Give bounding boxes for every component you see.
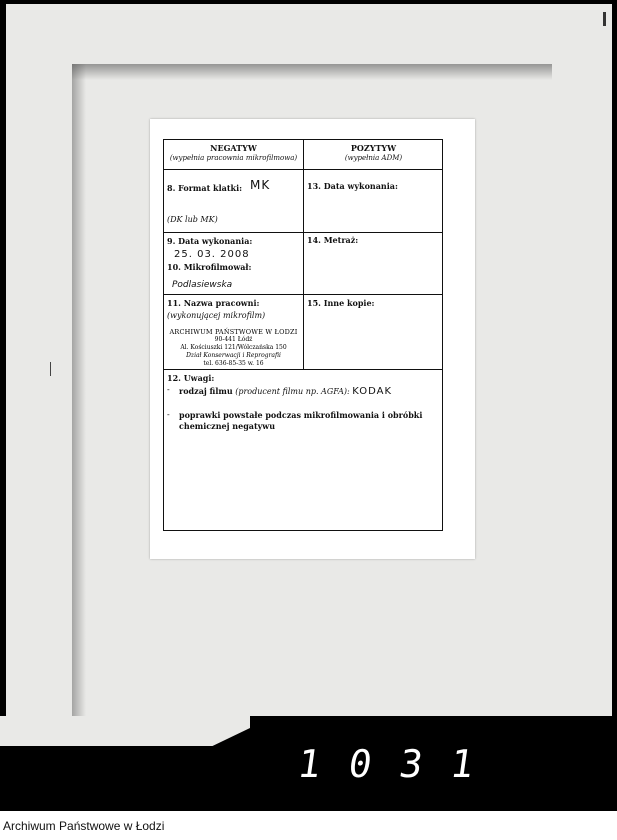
negatyw-subtitle: (wypełnia pracownia mikrofilmowa) [169,154,298,162]
field-8-hint: (DK lub MK) [167,215,218,224]
field-11-label: 11. Nazwa pracowni: [167,298,260,308]
footer-credit: Archiwum Państwowe w Łodzi [3,819,165,833]
field-14-label: 14. Metraż: [307,235,359,245]
form-sheet [150,119,475,559]
frame-number: 1031 [294,742,505,786]
stain-top [72,64,552,80]
negatyw-title: NEGATYW [210,143,257,153]
field-9-label: 9. Data wykonania: [167,236,253,246]
note-2-line-1: poprawki powstałe podczas mikrofilmowania i obróbki [179,410,423,420]
note-2-bullet: - [167,410,170,419]
field-13-label: 13. Data wykonania: [307,181,398,191]
field-10-value: Podlasiewska [172,280,233,290]
pozytyw-subtitle: (wypełnia ADM) [344,154,403,162]
field-9-value: 25. 03. 2008 [174,249,250,260]
field-12-label: 12. Uwagi: [167,373,215,383]
edge-mark [603,12,606,26]
form-table [163,139,443,531]
field-8-label: 8. Format klatki: [167,183,243,193]
field-15-label: 15. Inne kopie: [307,298,375,308]
institution-stamp: ARCHIWUM PAŃSTWOWE W ŁODZI 90-441 Łódź Al. Kościuszki 121/Wólczańska 150 Dział Konserwacji i Reprografii tel. 636-85-35 w. 16 [169,328,298,367]
field-11-sublabel: (wykonującej mikrofilm) [167,311,266,320]
footer [0,811,617,840]
stain-left [72,64,86,764]
pozytyw-title: POZYTYW [350,143,397,153]
field-10-label: 10. Mikrofilmował: [167,262,252,272]
field-8-value: MK [250,178,271,192]
note-1: rodzaj filmu (producent filmu np. AGFA): KODAK [179,386,393,397]
note-2-line-2: chemicznej negatywu [179,421,276,431]
note-1-bullet: - [167,385,170,394]
edge-tick [50,362,51,376]
